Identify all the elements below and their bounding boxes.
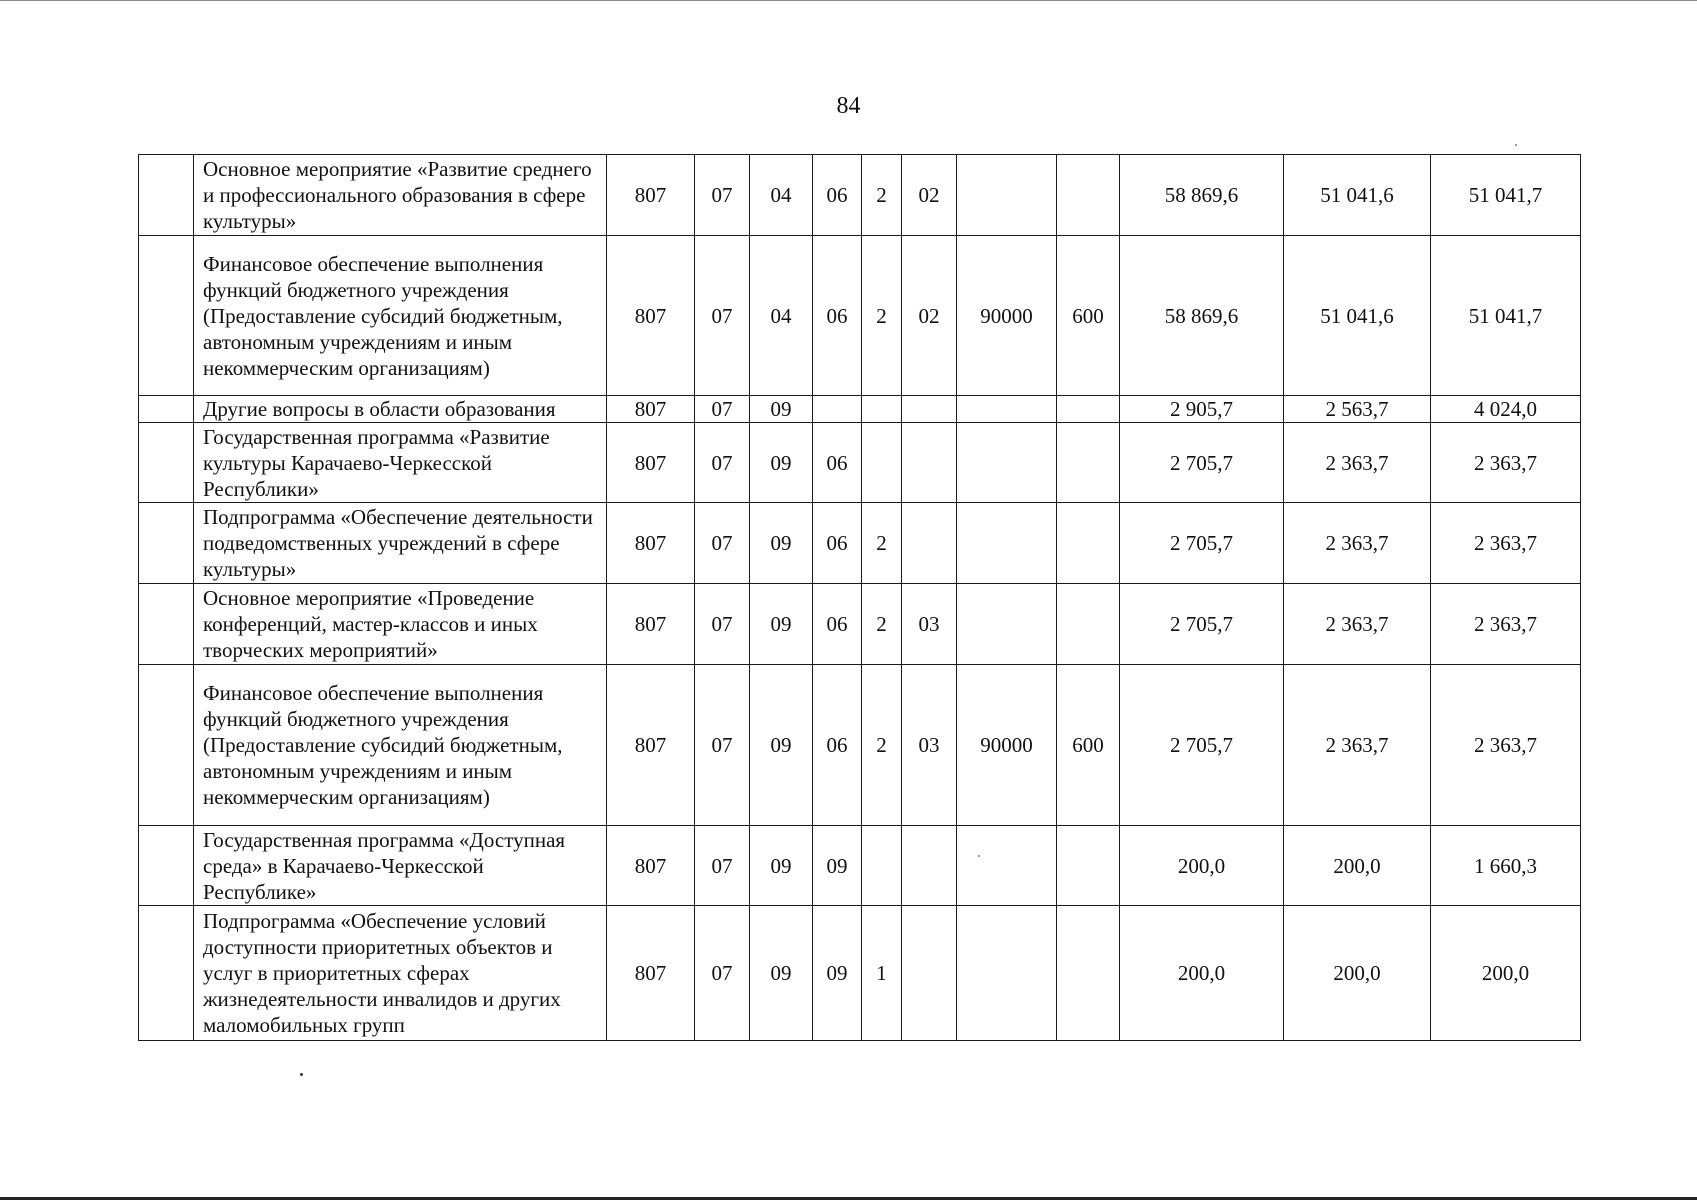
code-expense-type <box>1057 423 1120 503</box>
code-direction <box>957 396 1057 423</box>
code-direction <box>957 423 1057 503</box>
item-name: Подпрограмма «Обеспечение условий доступности приоритетных объектов и услуг в приоритетных сферах жизнедеятельности инвалидов и других маломобильных групп <box>194 906 607 1041</box>
amount-year-2: 200,0 <box>1284 826 1431 906</box>
scan-speck <box>978 855 980 857</box>
amount-year-1: 58 869,6 <box>1120 236 1284 396</box>
scan-edge-top <box>0 0 1697 1</box>
code-ministry: 807 <box>607 423 695 503</box>
code-subsection: 09 <box>750 826 813 906</box>
item-name: Финансовое обеспечение выполнения функций бюджетного учреждения (Предоставление субсидий бюджетным, автономным учреждениям и иным некоммерческим организациям) <box>194 665 607 826</box>
amount-year-2: 2 363,7 <box>1284 503 1431 584</box>
amount-year-3: 4 024,0 <box>1431 396 1581 423</box>
item-name: Государственная программа «Развитие культуры Карачаево-Черкесской Республики» <box>194 423 607 503</box>
code-ministry: 807 <box>607 906 695 1041</box>
code-section: 07 <box>695 236 750 396</box>
row-number-cell <box>139 155 194 236</box>
amount-year-2: 51 041,6 <box>1284 155 1431 236</box>
code-expense-type <box>1057 906 1120 1041</box>
row-number-cell <box>139 826 194 906</box>
item-name: Другие вопросы в области образования <box>194 396 607 423</box>
row-number-cell <box>139 396 194 423</box>
row-number-cell <box>139 584 194 665</box>
amount-year-3: 200,0 <box>1431 906 1581 1041</box>
code-expense-type <box>1057 826 1120 906</box>
row-number-cell <box>139 906 194 1041</box>
code-expense-type <box>1057 155 1120 236</box>
row-number-cell <box>139 236 194 396</box>
code-ministry: 807 <box>607 584 695 665</box>
code-direction: 90000 <box>957 665 1057 826</box>
amount-year-2: 200,0 <box>1284 906 1431 1041</box>
amount-year-3: 51 041,7 <box>1431 236 1581 396</box>
code-ministry: 807 <box>607 396 695 423</box>
code-ministry: 807 <box>607 826 695 906</box>
code-expense-type: 600 <box>1057 665 1120 826</box>
code-direction <box>957 584 1057 665</box>
code-section: 07 <box>695 665 750 826</box>
code-subsection: 09 <box>750 423 813 503</box>
code-main-activity: 02 <box>902 236 957 396</box>
code-subsection: 09 <box>750 906 813 1041</box>
code-program: 09 <box>813 826 862 906</box>
code-program: 06 <box>813 584 862 665</box>
amount-year-2: 2 363,7 <box>1284 584 1431 665</box>
code-subprogram <box>862 396 902 423</box>
amount-year-2: 2 363,7 <box>1284 665 1431 826</box>
budget-table <box>138 154 1581 1041</box>
scan-speck <box>300 1073 303 1076</box>
amount-year-1: 200,0 <box>1120 906 1284 1041</box>
code-direction <box>957 826 1057 906</box>
code-expense-type <box>1057 503 1120 584</box>
scan-speck <box>1515 144 1517 146</box>
code-main-activity: 02 <box>902 155 957 236</box>
code-ministry: 807 <box>607 503 695 584</box>
amount-year-3: 51 041,7 <box>1431 155 1581 236</box>
code-main-activity <box>902 423 957 503</box>
amount-year-1: 2 905,7 <box>1120 396 1284 423</box>
amount-year-2: 2 363,7 <box>1284 423 1431 503</box>
amount-year-2: 51 041,6 <box>1284 236 1431 396</box>
code-program: 06 <box>813 665 862 826</box>
code-expense-type <box>1057 584 1120 665</box>
code-subprogram <box>862 826 902 906</box>
code-section: 07 <box>695 826 750 906</box>
row-number-cell <box>139 503 194 584</box>
amount-year-1: 58 869,6 <box>1120 155 1284 236</box>
code-subsection: 09 <box>750 665 813 826</box>
code-main-activity: 03 <box>902 584 957 665</box>
code-subsection: 04 <box>750 155 813 236</box>
code-direction <box>957 155 1057 236</box>
code-section: 07 <box>695 584 750 665</box>
code-ministry: 807 <box>607 236 695 396</box>
code-section: 07 <box>695 155 750 236</box>
table-row <box>139 906 1581 1041</box>
code-ministry: 807 <box>607 155 695 236</box>
code-subprogram: 2 <box>862 155 902 236</box>
code-program <box>813 396 862 423</box>
amount-year-1: 200,0 <box>1120 826 1284 906</box>
code-main-activity <box>902 396 957 423</box>
amount-year-1: 2 705,7 <box>1120 503 1284 584</box>
page-number: 84 <box>836 93 861 119</box>
code-direction: 90000 <box>957 236 1057 396</box>
item-name: Финансовое обеспечение выполнения функций бюджетного учреждения (Предоставление субсидий бюджетным, автономным учреждениям и иным некоммерческим организациям) <box>194 236 607 396</box>
code-program: 06 <box>813 423 862 503</box>
table-row <box>139 503 1581 584</box>
code-main-activity <box>902 906 957 1041</box>
code-ministry: 807 <box>607 665 695 826</box>
code-subprogram: 2 <box>862 236 902 396</box>
item-name: Основное мероприятие «Развитие среднего и профессионального образования в сфере культуры» <box>194 155 607 236</box>
code-main-activity <box>902 503 957 584</box>
table-row <box>139 236 1581 396</box>
code-program: 09 <box>813 906 862 1041</box>
code-subprogram <box>862 423 902 503</box>
code-subsection: 09 <box>750 584 813 665</box>
code-subsection: 04 <box>750 236 813 396</box>
table-row <box>139 826 1581 906</box>
amount-year-1: 2 705,7 <box>1120 423 1284 503</box>
table-row <box>139 396 1581 423</box>
amount-year-1: 2 705,7 <box>1120 665 1284 826</box>
table-row <box>139 584 1581 665</box>
table-row <box>139 423 1581 503</box>
amount-year-3: 1 660,3 <box>1431 826 1581 906</box>
code-subprogram: 2 <box>862 503 902 584</box>
code-expense-type: 600 <box>1057 236 1120 396</box>
code-subprogram: 2 <box>862 584 902 665</box>
code-section: 07 <box>695 906 750 1041</box>
amount-year-3: 2 363,7 <box>1431 584 1581 665</box>
item-name: Основное мероприятие «Проведение конференций, мастер-классов и иных творческих мероприятий» <box>194 584 607 665</box>
code-subsection: 09 <box>750 396 813 423</box>
amount-year-3: 2 363,7 <box>1431 665 1581 826</box>
code-subprogram: 2 <box>862 665 902 826</box>
code-section: 07 <box>695 396 750 423</box>
code-section: 07 <box>695 423 750 503</box>
code-main-activity <box>902 826 957 906</box>
code-expense-type <box>1057 396 1120 423</box>
code-program: 06 <box>813 236 862 396</box>
amount-year-1: 2 705,7 <box>1120 584 1284 665</box>
table-row <box>139 155 1581 236</box>
code-section: 07 <box>695 503 750 584</box>
code-main-activity: 03 <box>902 665 957 826</box>
code-direction <box>957 906 1057 1041</box>
item-name: Подпрограмма «Обеспечение деятельности подведомственных учреждений в сфере культуры» <box>194 503 607 584</box>
table-row <box>139 665 1581 826</box>
row-number-cell <box>139 423 194 503</box>
row-number-cell <box>139 665 194 826</box>
amount-year-3: 2 363,7 <box>1431 503 1581 584</box>
code-program: 06 <box>813 503 862 584</box>
amount-year-3: 2 363,7 <box>1431 423 1581 503</box>
item-name: Государственная программа «Доступная среда» в Карачаево-Черкесской Республике» <box>194 826 607 906</box>
code-subsection: 09 <box>750 503 813 584</box>
code-subprogram: 1 <box>862 906 902 1041</box>
amount-year-2: 2 563,7 <box>1284 396 1431 423</box>
code-direction <box>957 503 1057 584</box>
code-program: 06 <box>813 155 862 236</box>
